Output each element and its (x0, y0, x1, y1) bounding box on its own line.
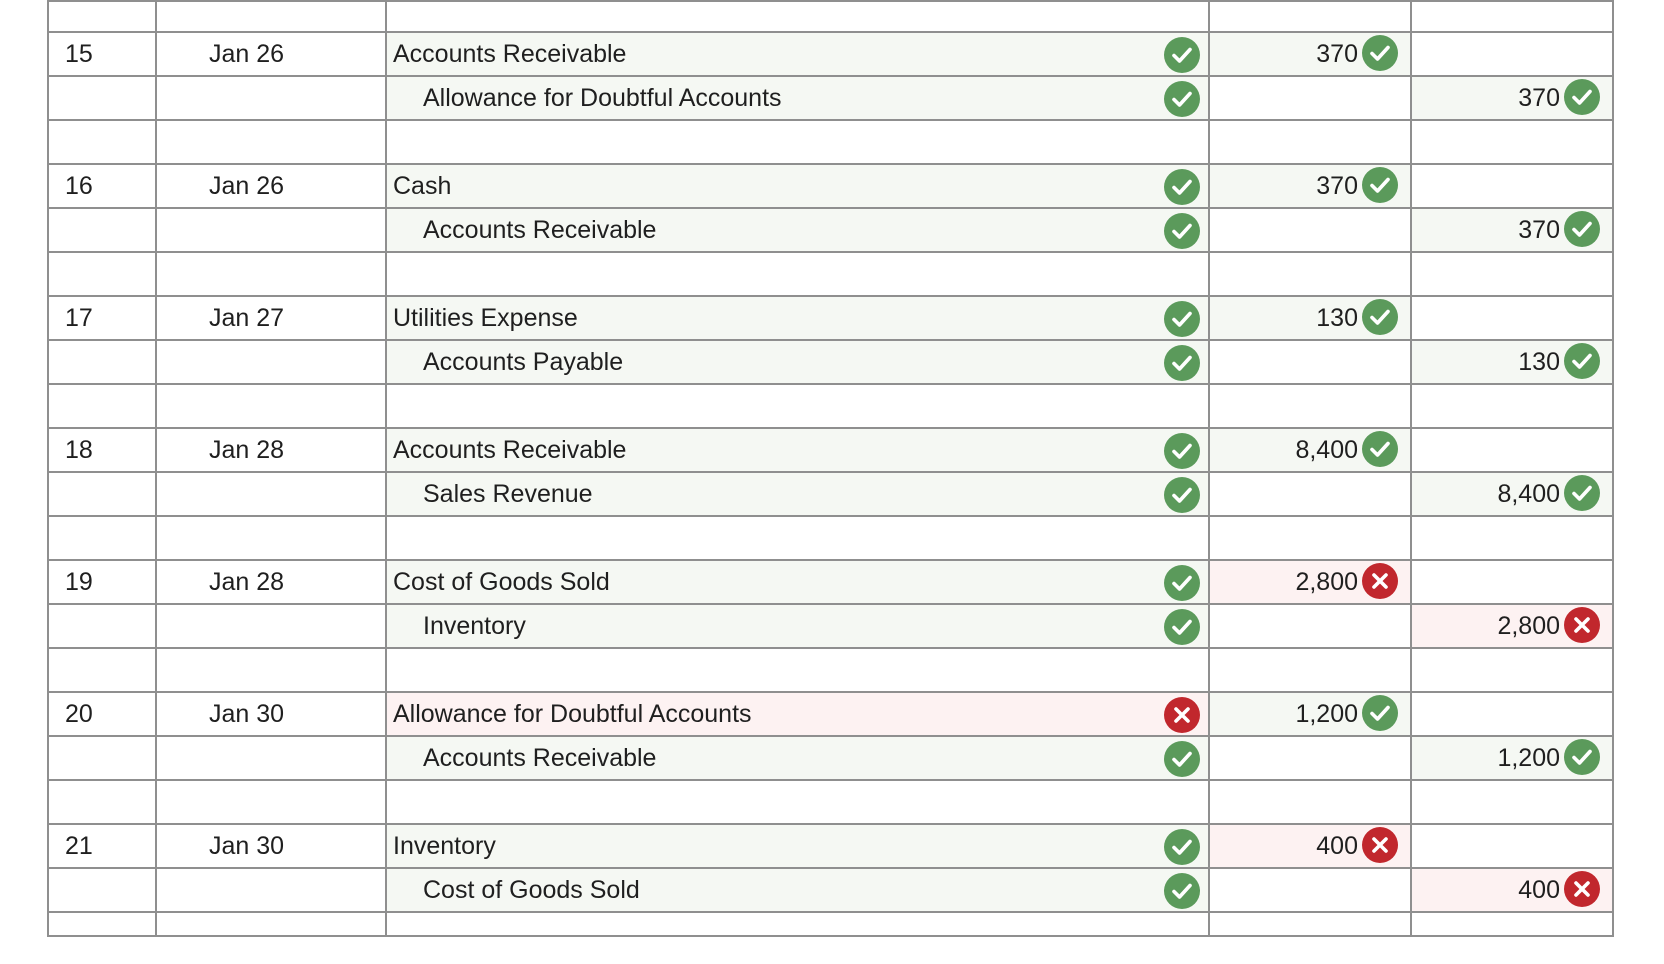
table-row (48, 208, 1613, 252)
debit-account-cell (386, 164, 1209, 208)
debit-amount-cell (1209, 560, 1411, 604)
credit-account-cell (386, 472, 1209, 516)
blank-cell (386, 120, 1209, 164)
debit-account-name: Inventory (393, 831, 496, 860)
entry-number (48, 604, 156, 648)
debit-account-name: Cost of Goods Sold (393, 567, 610, 596)
credit-amount-cell (1411, 76, 1613, 120)
check-icon (1164, 873, 1200, 909)
debit-amount: 130 (1316, 303, 1358, 332)
entry-number (48, 472, 156, 516)
entry-date (156, 76, 386, 120)
entry-number (48, 560, 156, 604)
debit-amount-cell (1209, 824, 1411, 868)
blank-cell (48, 120, 156, 164)
check-icon (1164, 609, 1200, 645)
debit-amount: 8,400 (1295, 435, 1358, 464)
credit-account-cell (386, 340, 1209, 384)
credit-account-cell (386, 208, 1209, 252)
credit-amount-cell (1411, 604, 1613, 648)
credit-amount-cell (1411, 428, 1613, 472)
check-icon (1564, 739, 1600, 775)
table-row (48, 164, 1613, 208)
debit-account-name: Utilities Expense (393, 303, 578, 332)
blank-cell (1411, 252, 1613, 296)
entry-date (156, 32, 386, 76)
debit-account-name: Allowance for Doubtful Accounts (393, 699, 752, 728)
entry-date-text: Jan 28 (209, 567, 285, 596)
blank-cell (1411, 120, 1613, 164)
debit-amount-cell (1209, 32, 1411, 76)
check-icon (1362, 695, 1398, 731)
debit-amount-cell (1209, 208, 1411, 252)
credit-amount-cell (1411, 472, 1613, 516)
journal-entry-table (47, 0, 1614, 937)
entry-date (156, 824, 386, 868)
entry-date-text: Jan 28 (209, 435, 285, 464)
journal-entry-body (48, 1, 1613, 936)
credit-amount-cell (1411, 560, 1613, 604)
credit-amount-cell (1411, 736, 1613, 780)
blank-cell (1411, 384, 1613, 428)
entry-date-text: Jan 30 (209, 699, 285, 728)
credit-amount: 8,400 (1497, 479, 1560, 508)
check-icon (1164, 37, 1200, 73)
entry-number (48, 164, 156, 208)
entry-date (156, 560, 386, 604)
entry-number (48, 428, 156, 472)
debit-account-cell (386, 32, 1209, 76)
blank-cell (48, 648, 156, 692)
check-icon (1564, 79, 1600, 115)
blank-cell (386, 384, 1209, 428)
debit-amount: 400 (1316, 831, 1358, 860)
credit-account-cell (386, 868, 1209, 912)
entry-number (48, 736, 156, 780)
entry-number (48, 208, 156, 252)
entry-number (48, 868, 156, 912)
credit-amount-cell (1411, 32, 1613, 76)
credit-account-name: Cost of Goods Sold (423, 875, 640, 904)
debit-amount: 2,800 (1295, 567, 1358, 596)
table-row (48, 824, 1613, 868)
entry-date (156, 208, 386, 252)
debit-amount: 370 (1316, 39, 1358, 68)
check-icon (1164, 477, 1200, 513)
entry-number-text: 15 (65, 39, 93, 68)
debit-account-name: Accounts Receivable (393, 39, 627, 68)
table-row (48, 780, 1613, 824)
check-icon (1564, 475, 1600, 511)
entry-date (156, 296, 386, 340)
cross-icon (1564, 607, 1600, 643)
table-row (48, 560, 1613, 604)
cross-icon (1362, 563, 1398, 599)
entry-number (48, 76, 156, 120)
credit-amount: 370 (1518, 83, 1560, 112)
entry-date-text: Jan 26 (209, 39, 285, 68)
check-icon (1362, 167, 1398, 203)
table-row (48, 76, 1613, 120)
entry-number (48, 32, 156, 76)
credit-amount: 130 (1518, 347, 1560, 376)
debit-amount-cell (1209, 868, 1411, 912)
credit-amount-cell (1411, 208, 1613, 252)
blank-cell (1411, 648, 1613, 692)
entry-number-text: 18 (65, 435, 93, 464)
table-row (48, 692, 1613, 736)
table-row (48, 120, 1613, 164)
blank-cell (156, 120, 386, 164)
blank-cell (156, 780, 386, 824)
check-icon (1164, 565, 1200, 601)
debit-account-cell (386, 296, 1209, 340)
table-row (48, 428, 1613, 472)
check-icon (1164, 741, 1200, 777)
cross-icon (1164, 697, 1200, 733)
table-row (48, 736, 1613, 780)
debit-account-cell (386, 692, 1209, 736)
check-icon (1362, 299, 1398, 335)
credit-account-name: Accounts Payable (423, 347, 624, 376)
entry-date (156, 472, 386, 516)
debit-amount-cell (1209, 736, 1411, 780)
entry-date (156, 340, 386, 384)
check-icon (1164, 81, 1200, 117)
table-row (48, 868, 1613, 912)
entry-number-text: 16 (65, 171, 93, 200)
credit-amount-cell (1411, 296, 1613, 340)
blank-cell (386, 912, 1209, 936)
debit-account-name: Accounts Receivable (393, 435, 627, 464)
check-icon (1362, 431, 1398, 467)
check-icon (1564, 211, 1600, 247)
blank-cell (48, 384, 156, 428)
blank-cell (156, 384, 386, 428)
entry-number-text: 20 (65, 699, 93, 728)
debit-amount-cell (1209, 472, 1411, 516)
credit-amount-cell (1411, 824, 1613, 868)
credit-amount-cell (1411, 692, 1613, 736)
entry-number (48, 340, 156, 384)
blank-cell (48, 912, 156, 936)
entry-number (48, 824, 156, 868)
blank-cell (1209, 648, 1411, 692)
blank-cell (1209, 252, 1411, 296)
credit-account-cell (386, 604, 1209, 648)
credit-account-cell (386, 736, 1209, 780)
entry-date (156, 736, 386, 780)
blank-cell (1209, 120, 1411, 164)
entry-date (156, 604, 386, 648)
debit-account-cell (386, 560, 1209, 604)
cross-icon (1564, 871, 1600, 907)
entry-number-text: 17 (65, 303, 93, 332)
debit-amount-cell (1209, 604, 1411, 648)
credit-account-cell (386, 76, 1209, 120)
credit-amount: 400 (1518, 875, 1560, 904)
debit-account-name: Cash (393, 171, 452, 200)
blank-cell (1209, 516, 1411, 560)
table-row (48, 32, 1613, 76)
check-icon (1164, 169, 1200, 205)
credit-amount: 1,200 (1497, 743, 1560, 772)
entry-date-text: Jan 30 (209, 831, 285, 860)
blank-cell (386, 252, 1209, 296)
credit-account-name: Accounts Receivable (423, 743, 657, 772)
entry-number-text: 21 (65, 831, 93, 860)
table-row (48, 384, 1613, 428)
blank-cell (156, 648, 386, 692)
credit-account-name: Sales Revenue (423, 479, 593, 508)
entry-date-text: Jan 27 (209, 303, 285, 332)
table-row (48, 516, 1613, 560)
blank-cell (156, 252, 386, 296)
entry-number (48, 296, 156, 340)
check-icon (1564, 343, 1600, 379)
credit-amount: 370 (1518, 215, 1560, 244)
blank-cell (386, 516, 1209, 560)
entry-date-text: Jan 26 (209, 171, 285, 200)
entry-date (156, 428, 386, 472)
entry-number-text: 19 (65, 567, 93, 596)
check-icon (1164, 213, 1200, 249)
table-row (48, 340, 1613, 384)
blank-cell (1411, 516, 1613, 560)
blank-cell (1411, 780, 1613, 824)
blank-cell (386, 648, 1209, 692)
blank-cell (1209, 912, 1411, 936)
debit-amount: 1,200 (1295, 699, 1358, 728)
credit-account-name: Inventory (423, 611, 526, 640)
blank-cell (1411, 912, 1613, 936)
check-icon (1362, 35, 1398, 71)
table-row (48, 604, 1613, 648)
blank-cell (48, 780, 156, 824)
table-row (48, 1, 1613, 32)
blank-cell (156, 516, 386, 560)
table-row (48, 252, 1613, 296)
entry-date (156, 164, 386, 208)
credit-amount-cell (1411, 868, 1613, 912)
credit-amount-cell (1411, 164, 1613, 208)
check-icon (1164, 433, 1200, 469)
debit-amount-cell (1209, 164, 1411, 208)
debit-amount-cell (1209, 340, 1411, 384)
cross-icon (1362, 827, 1398, 863)
blank-cell (1209, 384, 1411, 428)
table-row (48, 472, 1613, 516)
check-icon (1164, 345, 1200, 381)
debit-amount-cell (1209, 428, 1411, 472)
entry-date (156, 692, 386, 736)
blank-cell (48, 252, 156, 296)
check-icon (1164, 301, 1200, 337)
debit-amount-cell (1209, 296, 1411, 340)
debit-amount-cell (1209, 76, 1411, 120)
debit-account-cell (386, 824, 1209, 868)
blank-cell (1209, 780, 1411, 824)
debit-amount: 370 (1316, 171, 1358, 200)
credit-amount: 2,800 (1497, 611, 1560, 640)
table-row (48, 648, 1613, 692)
table-row (48, 296, 1613, 340)
credit-account-name: Accounts Receivable (423, 215, 657, 244)
debit-amount-cell (1209, 692, 1411, 736)
check-icon (1164, 829, 1200, 865)
debit-account-cell (386, 428, 1209, 472)
blank-cell (156, 912, 386, 936)
blank-cell (386, 780, 1209, 824)
table-row (48, 912, 1613, 936)
credit-account-name: Allowance for Doubtful Accounts (423, 83, 782, 112)
credit-amount-cell (1411, 340, 1613, 384)
entry-date (156, 868, 386, 912)
entry-number (48, 692, 156, 736)
blank-cell (48, 516, 156, 560)
